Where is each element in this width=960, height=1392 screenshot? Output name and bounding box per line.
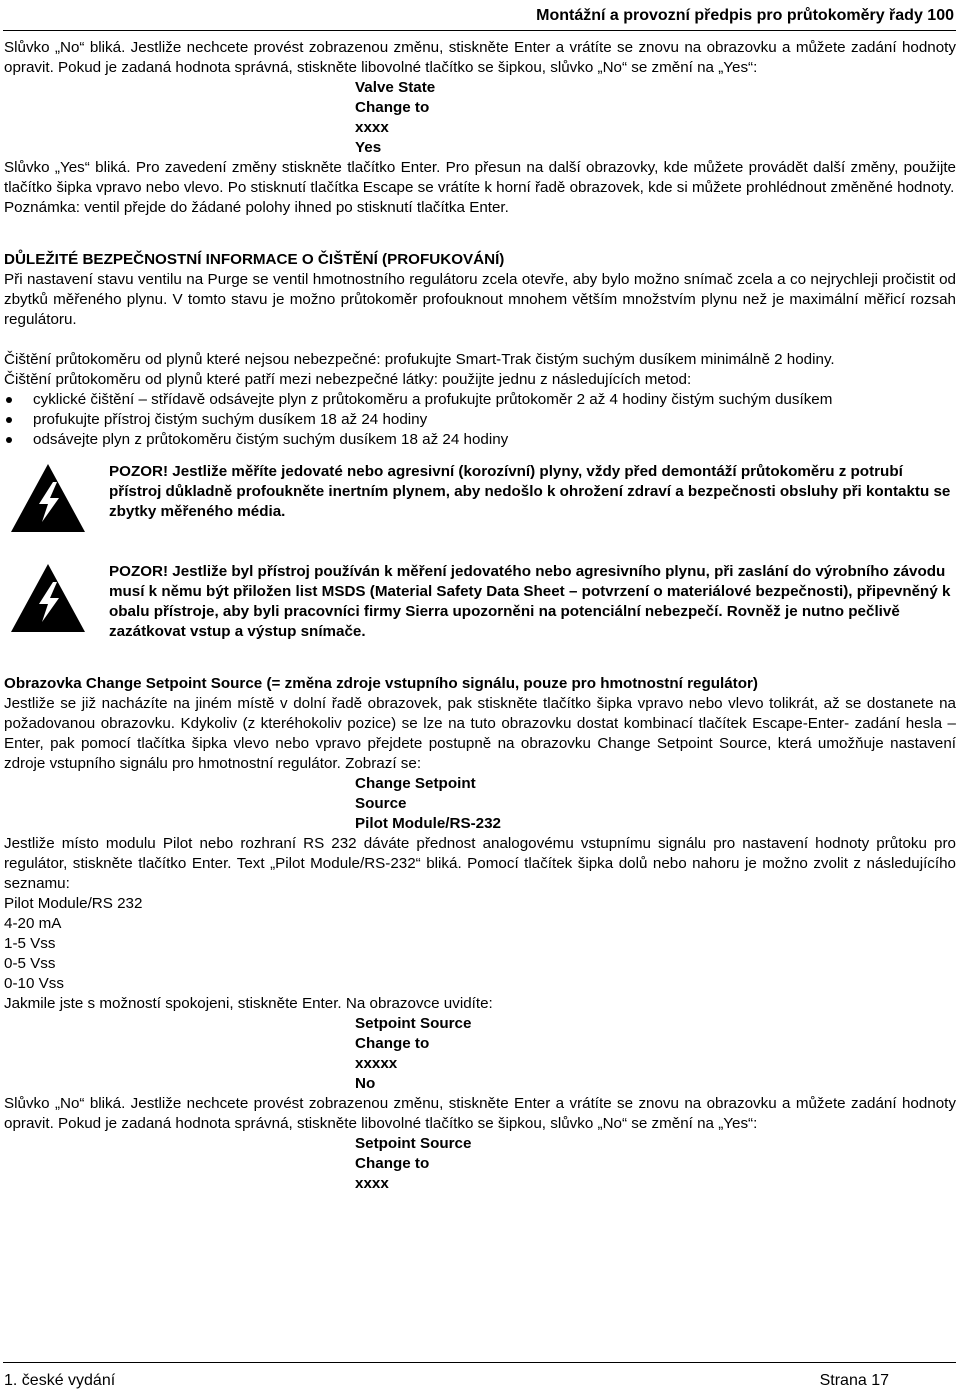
page-header (0, 0, 960, 31)
list-item: 0-5 Vss (4, 955, 56, 972)
header-rule (3, 30, 956, 31)
warning-text: POZOR! Jestliže byl přístroj používán k měření jedovatého nebo agresivního plynu, při zaslání do výrobního závodu musí k němu být přiložen list MSDS (Material Safety Data Sheet – potvrzení o materiálové bezpečnosti), připevněný k obalu přístroje, aby byli pracovníci firmy Sierra upozorněni na potenciální nebezpečí. Rovněž je nutno pečlivě zazátkovat vstup a výstup snímače. (109, 563, 951, 640)
paragraph: Při nastavení stavu ventilu na Purge se ventil hmotnostního regulátoru zcela otevře, aby bylo možno snímač zcela a co nejrychleji pročistit od zbytků měřeného plynu. V tomto stavu je možno průtokoměr profouknout mnohem větším množstvím plynu než je maximální měřicí rozsah regulátoru. (4, 271, 956, 328)
page-content (4, 38, 956, 1194)
cleaning-methods-list (4, 390, 956, 450)
screen-display-setpoint-source-no (4, 1014, 956, 1094)
list-item: odsávejte plyn z průtokoměru čistým suchým dusíkem 18 až 24 hodiny (4, 430, 956, 450)
paragraph: Slůvko „No“ bliká. Jestliže nechcete provést zobrazenou změnu, stiskněte Enter a vrátíte se znovu na obrazovku a můžete zadání hodnoty opravit. Pokud je zadaná hodnota správná, stiskněte libovolné tlačítko se šipkou, slůvko „No“ se změní na „Yes“: (4, 39, 956, 76)
warning-block-1 (4, 462, 956, 542)
screen-line: Setpoint Source (355, 1015, 472, 1032)
page-number: Strana 17 (819, 1372, 889, 1389)
screen-line: Change to (355, 99, 430, 116)
screen-display-setpoint-source-yes (4, 1134, 956, 1194)
list-item: 4-20 mA (4, 915, 62, 932)
page-footer (0, 1362, 960, 1392)
screen-display-change-setpoint (4, 774, 956, 834)
high-voltage-warning-icon (9, 562, 87, 634)
screen-line: Valve State (355, 79, 436, 96)
footer-rule (3, 1362, 956, 1363)
note: Poznámka: ventil přejde do žádané polohy ihned po stisknutí tlačítka Enter. (4, 199, 509, 216)
screen-line: No (355, 1075, 376, 1092)
paragraph: Slůvko „Yes“ bliká. Pro zavedení změny stiskněte tlačítko Enter. Pro přesun na další obrazovky, kde můžete provádět další změny, použijte tlačítko šipka vpravo nebo vlevo. Po stisknutí tlačítka Escape se vrátíte k horní řadě obrazovek, kde si můžete prohlédnout změněné hodnoty. (4, 159, 956, 196)
screen-line: Yes (355, 139, 382, 156)
list-item: profukujte přístroj čistým suchým dusíkem 18 až 24 hodiny (4, 410, 956, 430)
screen-line: Change Setpoint (355, 775, 476, 792)
paragraph: Čištění průtokoměru od plynů které patří mezi nebezpečné látky: použijte jednu z následujících metod: (4, 371, 692, 388)
list-item: 0-10 Vss (4, 975, 64, 992)
screen-line: xxxx (355, 1175, 389, 1192)
safety-heading: DŮLEŽITÉ BEZPEČNOSTNÍ INFORMACE O ČIŠTĚNÍ (PROFUKOVÁNÍ) (4, 251, 505, 268)
screen-display-valve-state (4, 78, 956, 158)
list-item: cyklické čištění – střídavě odsávejte plyn z průtokoměru a profukujte průtokoměr 2 až 4 hodiny čistým suchým dusíkem (4, 390, 956, 410)
paragraph: Čištění průtokoměru od plynů které nejsou nebezpečné: profukujte Smart-Trak čistým suchým dusíkem minimálně 2 hodiny. (4, 351, 835, 368)
screen-line: xxxx (355, 119, 389, 136)
screen-line: xxxxx (355, 1055, 398, 1072)
list-item: 1-5 Vss (4, 935, 56, 952)
document-title: Montážní a provozní předpis pro průtokoměry řady 100 (536, 7, 954, 24)
screen-line: Change to (355, 1155, 430, 1172)
high-voltage-warning-icon (9, 462, 87, 534)
setpoint-heading: Obrazovka Change Setpoint Source (= změna zdroje vstupního signálu, pouze pro hmotnostní regulátor) (4, 675, 758, 692)
screen-line: Pilot Module/RS-232 (355, 815, 501, 832)
source-options-list (4, 894, 956, 994)
paragraph: Jakmile jste s možností spokojeni, stiskněte Enter. Na obrazovce uvidíte: (4, 995, 493, 1012)
warning-block-2 (4, 562, 956, 642)
paragraph: Jestliže místo modulu Pilot nebo rozhraní RS 232 dáváte přednost analogovému vstupnímu signálu pro nastavení hodnoty průtoku pro regulátor, stiskněte tlačítko Enter. Text „Pilot Module/RS-232“ bliká. Pomocí tlačítek šipka dolů nebo nahoru je možno zvolit z následujícího seznamu: (4, 835, 956, 892)
list-item: Pilot Module/RS 232 (4, 895, 143, 912)
screen-line: Source (355, 795, 407, 812)
screen-line: Setpoint Source (355, 1135, 472, 1152)
warning-text: POZOR! Jestliže měříte jedovaté nebo agresivní (korozívní) plyny, vždy před demontáží průtokoměru z potrubí přístroj důkladně profoukněte inertním plynem, aby nedošlo k ohrožení zdraví a bezpečnosti obsluhy při kontaktu se zbytky měřeného média. (109, 463, 951, 520)
paragraph: Slůvko „No“ bliká. Jestliže nechcete provést zobrazenou změnu, stiskněte Enter a vrátíte se znovu na obrazovku a můžete zadání hodnoty opravit. Pokud je zadaná hodnota správná, stiskněte libovolné tlačítko se šipkou, slůvko „No“ se změní na „Yes“: (4, 1095, 956, 1132)
screen-line: Change to (355, 1035, 430, 1052)
paragraph: Jestliže se již nacházíte na jiném místě v dolní řadě obrazovek, pak stiskněte tlačítko šipka vpravo nebo vlevo tolikrát, až se dostanete na požadovanou obrazovku. Kdykoliv (z kteréhokoliv pozice) se lze na tuto obrazovku dostat kombinací tlačítek Escape-Enter- zadání hesla – Enter, pak pomocí tlačítka šipka vlevo nebo vpravo přejdete postupně na obrazovku Change Setpoint Source, která umožňuje nastavení zdroje vstupního signálu pro hmotnostní regulátor. Zobrazí se: (4, 695, 956, 772)
edition-label: 1. české vydání (4, 1372, 116, 1389)
